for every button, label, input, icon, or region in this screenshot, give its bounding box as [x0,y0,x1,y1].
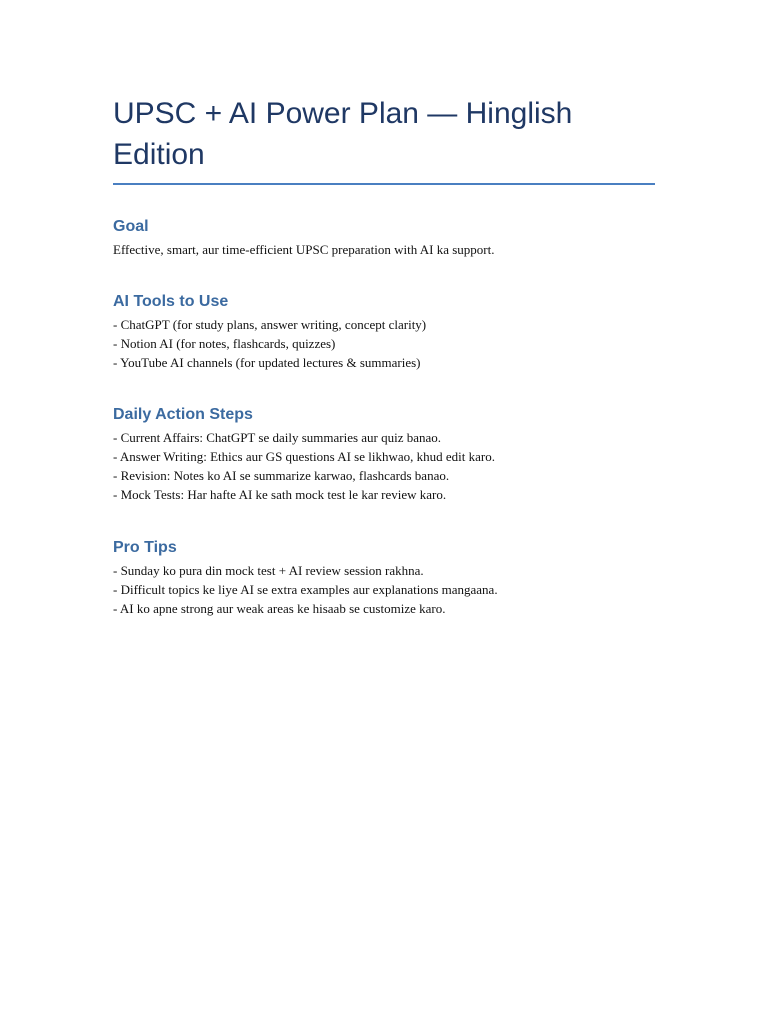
document-page [113,93,655,618]
section-heading-pro-tips: Pro Tips [113,539,177,556]
daily-steps-list [113,428,655,504]
section-pro-tips [113,537,655,618]
list-item: - Mock Tests: Har hafte AI ke sath mock test le kar review karo. [113,487,447,502]
ai-tools-list [113,315,655,372]
section-heading-goal: Goal [113,218,149,235]
section-ai-tools [113,291,655,372]
list-item: - Current Affairs: ChatGPT se daily summaries aur quiz banao. [113,430,442,445]
section-heading-daily-action-steps: Daily Action Steps [113,406,253,423]
list-item: - Revision: Notes ko AI se summarize karwao, flashcards banao. [113,468,450,483]
list-item: - YouTube AI channels (for updated lectures & summaries) [113,355,421,370]
goal-text: Effective, smart, aur time-efficient UPSC preparation with AI ka support. [113,242,495,257]
document-title: UPSC + AI Power Plan — Hinglish Edition [113,93,655,185]
list-item: - Notion AI (for notes, flashcards, quizzes) [113,336,336,351]
section-heading-ai-tools: AI Tools to Use [113,293,229,310]
list-item: - AI ko apne strong aur weak areas ke hisaab se customize karo. [113,601,446,616]
section-goal [113,216,655,259]
list-item: - Difficult topics ke liye AI se extra examples aur explanations mangaana. [113,582,498,597]
section-daily-action-steps [113,404,655,504]
list-item: - Answer Writing: Ethics aur GS questions AI se likhwao, khud edit karo. [113,449,495,464]
pro-tips-list [113,561,655,618]
list-item: - ChatGPT (for study plans, answer writing, concept clarity) [113,317,427,332]
list-item: - Sunday ko pura din mock test + AI review session rakhna. [113,563,424,578]
